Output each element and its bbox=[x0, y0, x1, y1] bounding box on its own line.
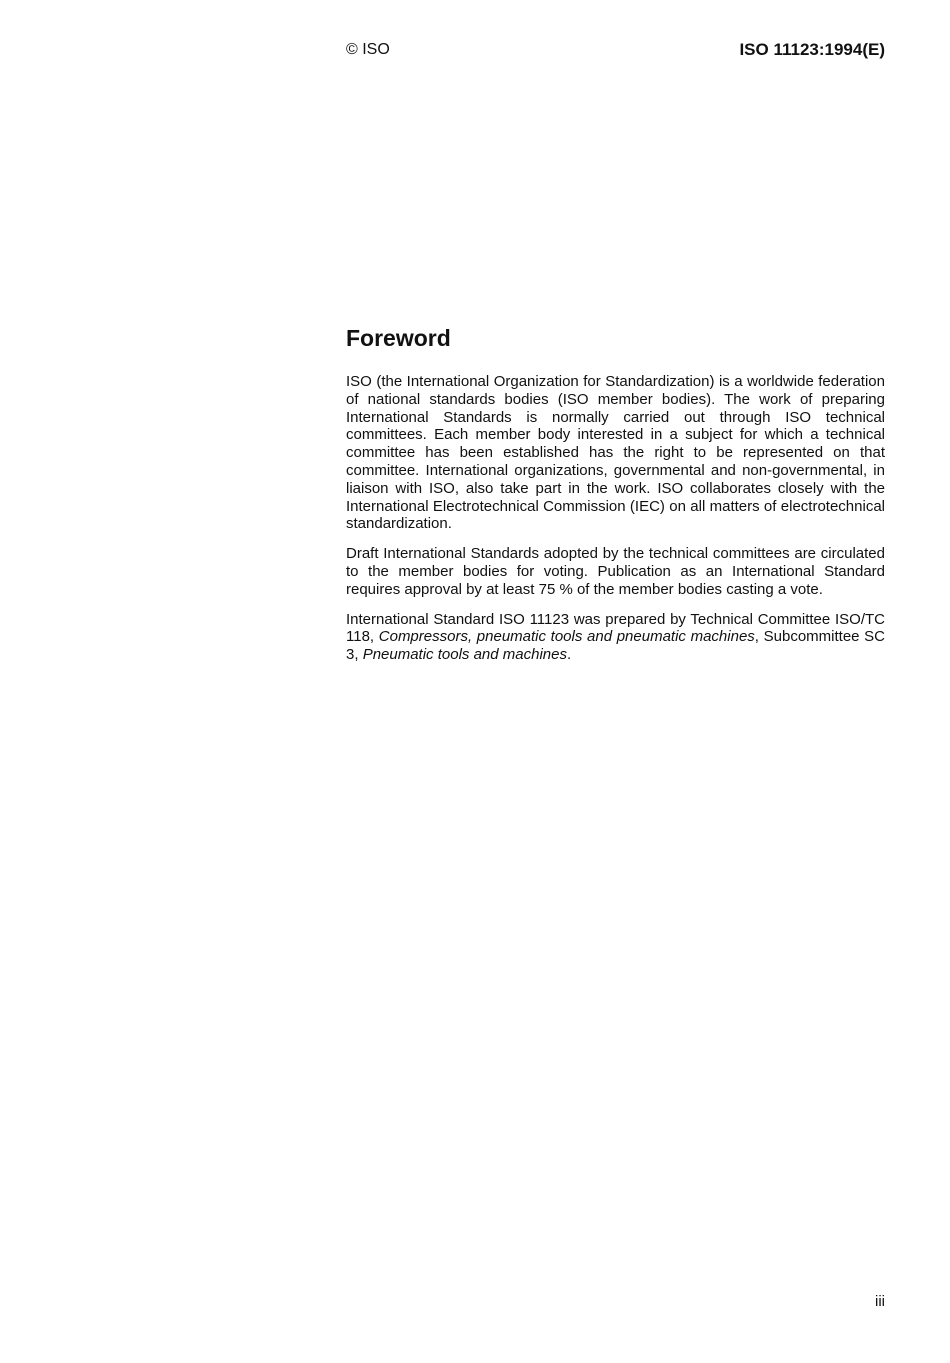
paragraph-prepared-by bbox=[346, 611, 885, 664]
paragraph-iso-overview: ISO (the International Organization for Standardization) is a worldwide federation of national standards bodies (ISO member bodies). The work of preparing International Standards is normally carried out through ISO technical committees. Each member body interested in a subject for which a technical committee has been established has the right to be represented on that committee. International organizations, governmental and non-governmental, in liaison with ISO, also take part in the work. ISO collaborates closely with the International Electrotechnical Commission (IEC) on all matters of electrotechnical standardization. bbox=[346, 373, 885, 533]
prepared-by-text-3: . bbox=[566, 646, 572, 664]
prepared-by-text-1: International Standard ISO 11123 was prepared by Technical Committee ISO/TC 118, bbox=[346, 610, 885, 646]
page-title: Foreword bbox=[346, 325, 451, 351]
header-copyright: © ISO bbox=[346, 41, 390, 58]
prepared-by-text-2: , Subcommittee SC 3, bbox=[346, 628, 886, 664]
page-number: iii bbox=[875, 1293, 885, 1310]
subcommittee-name: Pneumatic tools and machines bbox=[362, 646, 567, 664]
paragraph-draft-standards: Draft International Standards adopted by the technical committees are circulated to the member bodies for voting. Publication as an International Standard requires approval by at least 75 % of the member bodies casting a vote. bbox=[346, 545, 885, 598]
foreword-body bbox=[346, 373, 885, 664]
committee-name: Compressors, pneumatic tools and pneumatic machines bbox=[378, 628, 755, 646]
header-document-id: ISO 11123:1994(E) bbox=[739, 40, 885, 59]
